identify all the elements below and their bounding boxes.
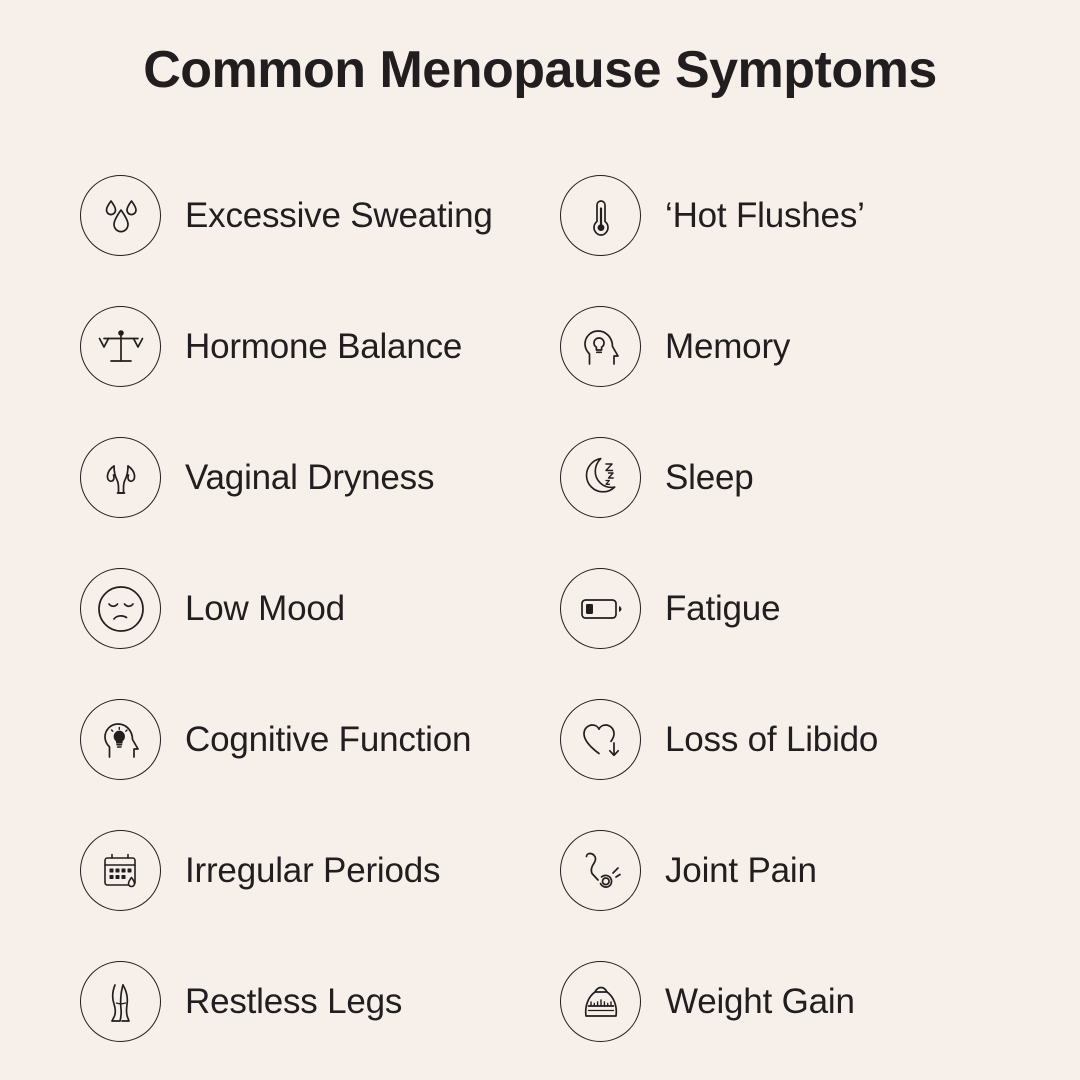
symptom-item (553, 830, 1080, 911)
symptom-label: Irregular Periods (185, 850, 441, 890)
weight-scale-icon (560, 961, 641, 1042)
symptom-label: Vaginal Dryness (185, 457, 435, 497)
symptom-label: Loss of Libido (665, 719, 879, 759)
moon-zzz-icon (560, 437, 641, 518)
symptom-item (0, 699, 553, 780)
symptom-item (553, 437, 1080, 518)
thermometer-icon (560, 175, 641, 256)
legs-icon (80, 961, 161, 1042)
symptom-item (553, 306, 1080, 387)
head-lightbulb-icon (80, 699, 161, 780)
symptom-label: Restless Legs (185, 981, 403, 1021)
symptom-item (0, 306, 553, 387)
symptom-label: Cognitive Function (185, 719, 472, 759)
symptom-grid (0, 150, 1080, 1067)
calendar-drop-icon (80, 830, 161, 911)
symptom-label: Weight Gain (665, 981, 855, 1021)
sad-face-icon (80, 568, 161, 649)
symptom-label: Hormone Balance (185, 326, 463, 366)
uterus-icon (80, 437, 161, 518)
symptom-item (0, 961, 553, 1042)
low-battery-icon (560, 568, 641, 649)
head-brain-icon (560, 306, 641, 387)
knee-joint-icon (560, 830, 641, 911)
symptom-item (0, 830, 553, 911)
symptom-label: Excessive Sweating (185, 195, 493, 235)
symptom-label: ‘Hot Flushes’ (665, 195, 865, 235)
symptom-item (0, 437, 553, 518)
symptom-label: Low Mood (185, 588, 345, 628)
symptom-label: Sleep (665, 457, 754, 497)
symptom-item (553, 568, 1080, 649)
symptom-item (553, 175, 1080, 256)
symptom-label: Memory (665, 326, 791, 366)
heart-arrow-down-icon (560, 699, 641, 780)
sweat-drops-icon (80, 175, 161, 256)
symptom-item (553, 699, 1080, 780)
symptom-item (0, 175, 553, 256)
symptom-label: Fatigue (665, 588, 781, 628)
symptom-item (0, 568, 553, 649)
balance-scale-icon (80, 306, 161, 387)
symptom-label: Joint Pain (665, 850, 817, 890)
page-title: Common Menopause Symptoms (143, 41, 937, 99)
symptom-item (553, 961, 1080, 1042)
